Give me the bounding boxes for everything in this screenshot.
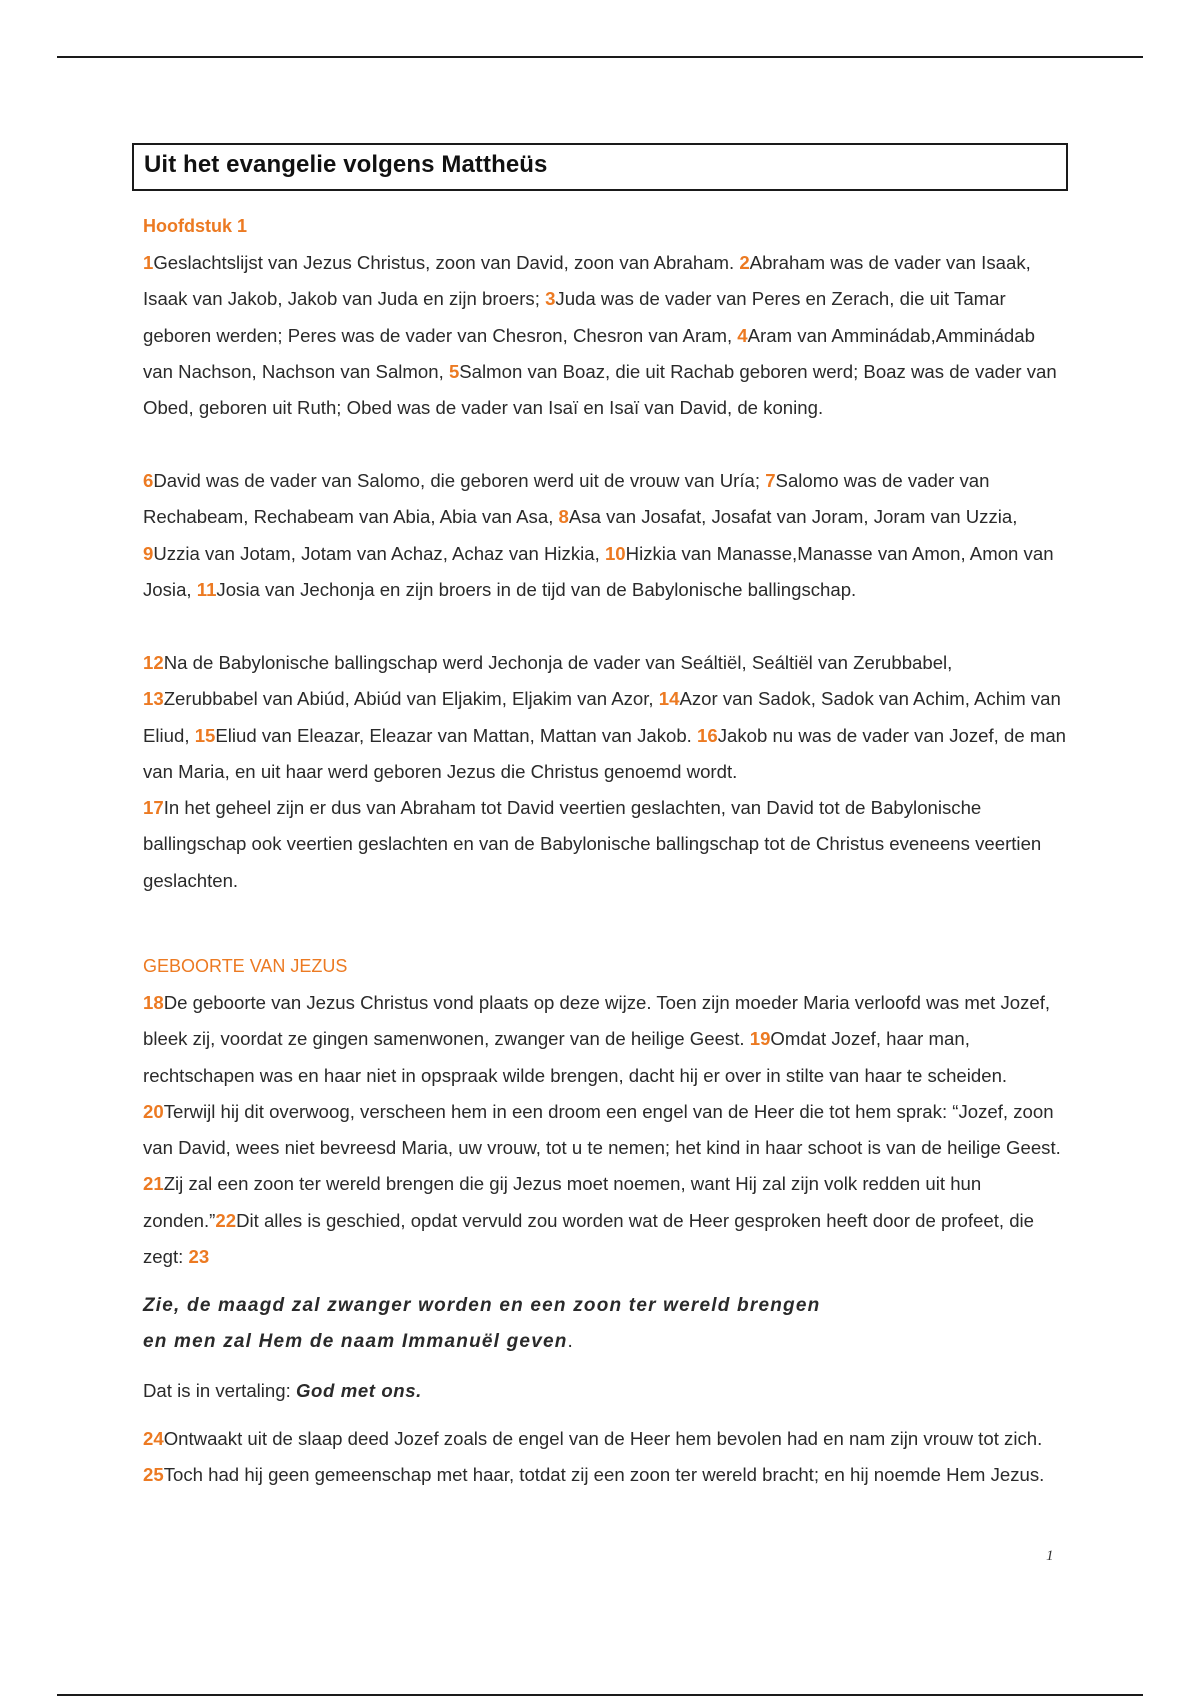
verse-number: 16 <box>697 724 718 746</box>
page-title: Uit het evangelie volgens Mattheüs <box>144 151 548 178</box>
verse-number: 12 <box>143 652 164 673</box>
verse-number: 24 <box>143 1428 164 1449</box>
verse-text: Eliud van Eleazar, Eleazar van Mattan, Mattan van Jakob. <box>215 724 698 746</box>
page-number: 1 <box>1046 1548 1054 1564</box>
verse-number: 11 <box>196 578 217 600</box>
verse-number: 4 <box>737 324 748 346</box>
verse-text: Dit alles is geschied, opdat vervuld zou worden wat de Heer gesproken heeft door de profeet, die zegt: <box>143 1209 1035 1268</box>
verse-number: 8 <box>558 506 569 528</box>
quote-line-2: en men zal Hem de naam Immanuël geven <box>143 1331 568 1352</box>
verse-text: Na de Babylonische ballingschap werd Jechonja de vader van Seáltiël, Seáltiël van Zerubbabel, <box>163 652 953 673</box>
translation-line <box>143 1380 422 1402</box>
section-heading: GEBOORTE VAN JEZUS <box>143 956 348 976</box>
verse-text: Aram van Amminádab,Amminádab van Nachson, Nachson van Salmon, <box>143 324 1035 382</box>
verse-text: In het geheel zijn er dus van Abraham tot David veertien geslachten, van David tot de Babylonische ballingschap ook veertien geslachten en van de Babylonische ballingschap tot de Christus eveneens veertien geslachten. <box>143 797 1042 891</box>
verse-text: Uzzia van Jotam, Jotam van Achaz, Achaz van Hizkia, <box>153 542 605 564</box>
verse-text: Abraham was de vader van Isaak, Isaak van Jakob, Jakob van Juda en zijn broers; <box>143 252 1031 310</box>
verse-number: 1 <box>143 252 154 273</box>
verse-text: Hizkia van Manasse,Manasse van Amon, Amon van Josia, <box>143 542 1054 600</box>
paragraph-genealogy-1 <box>143 245 1068 426</box>
paragraph-genealogy-3 <box>143 645 1068 790</box>
verse-text: Azor van Sadok, Sadok van Achim, Achim van Eliud, <box>143 688 1061 746</box>
verse-number: 20 <box>143 1100 164 1122</box>
verse-text: Ontwaakt uit de slaap deed Jozef zoals de engel van de Heer hem bevolen had en nam zijn vrouw tot zich. <box>163 1428 1043 1449</box>
footer-rule <box>57 1694 1143 1696</box>
verse-text: Asa van Josafat, Josafat van Joram, Joram van Uzzia, <box>568 506 1018 528</box>
verse-text: Zerubbabel van Abiúd, Abiúd van Eljakim, Eljakim van Azor, <box>163 688 659 710</box>
verse-number: 7 <box>765 470 776 491</box>
paragraph-awakening <box>143 1421 1068 1494</box>
verse-text: Juda was de vader van Peres en Zerach, die uit Tamar geboren werden; Peres was de vader van Chesron, Chesron van Aram, <box>143 288 1006 346</box>
verse-number: 9 <box>143 542 154 564</box>
title-box <box>132 143 1068 191</box>
verse-text: Salomo was de vader van Rechabeam, Rechabeam van Abia, Abia van Asa, <box>143 470 990 528</box>
verse-number: 14 <box>658 688 680 710</box>
verse-number: 17 <box>143 797 164 818</box>
verse-text: Omdat Jozef, haar man, rechtschapen was en haar niet in opspraak wilde brengen, dacht hij er over in stilte van haar te scheiden. <box>143 1028 1008 1086</box>
verse-number: 6 <box>143 470 154 491</box>
verse-text: Salmon van Boaz, die uit Rachab geboren werd; Boaz was de vader van Obed, geboren uit Ruth; Obed was de vader van Isaï en Isaï van David, de koning. <box>143 360 1057 419</box>
verse-number: 19 <box>749 1028 771 1050</box>
header-rule <box>57 56 1143 58</box>
verse-text: Terwijl hij dit overwoog, verscheen hem in een droom een engel van de Heer die tot hem sprak: “Jozef, zoon van David, wees niet bevreesd Maria, uw vrouw, tot u te nemen; het kind in haar schoot is van de heilige Geest. <box>143 1100 1061 1159</box>
verse-text: De geboorte van Jezus Christus vond plaats op deze wijze. Toen zijn moeder Maria verloofd was met Jozef, bleek zij, voordat ze gingen samenwonen, zwanger van de heilige Geest. <box>143 992 1051 1050</box>
verse-number: 13 <box>143 688 164 710</box>
translation-prefix: Dat is in vertaling: <box>143 1380 296 1401</box>
verse-text: David was de vader van Salomo, die geboren werd uit de vrouw van Uría; <box>153 470 766 491</box>
verse-number: 3 <box>545 288 556 310</box>
prophecy-quote <box>143 1288 1068 1360</box>
verse-text: Toch had hij geen gemeenschap met haar, totdat zij een zoon ter wereld bracht; en hij noemde Hem Jezus. <box>163 1464 1045 1486</box>
verse-text: Jakob nu was de vader van Jozef, de man van Maria, en uit haar werd geboren Jezus die Christus genoemd wordt. <box>143 724 1067 782</box>
translation-emphasis: God met ons. <box>295 1380 422 1401</box>
verse-text: Zij zal een zoon ter wereld brengen die gij Jezus moet noemen, want Hij zal zijn volk redden uit hun zonden.” <box>143 1173 982 1231</box>
verse-number: 10 <box>604 542 626 564</box>
paragraph-genealogy-4 <box>143 790 1068 899</box>
verse-number: 5 <box>448 360 460 382</box>
paragraph-genealogy-2 <box>143 463 1068 608</box>
verse-number: 22 <box>215 1209 237 1231</box>
verse-number: 21 <box>143 1173 164 1195</box>
quote-line-1: Zie, de maagd zal zwanger worden en een zoon ter wereld brengen <box>143 1295 821 1316</box>
paragraph-birth <box>143 985 1068 1275</box>
verse-number: 23 <box>188 1246 210 1268</box>
verse-number: 18 <box>143 992 164 1013</box>
verse-number: 2 <box>739 252 750 273</box>
quote-end: . <box>567 1331 575 1352</box>
verse-text: Geslachtslijst van Jezus Christus, zoon van David, zoon van Abraham. <box>153 252 740 273</box>
chapter-heading: Hoofdstuk 1 <box>143 216 248 236</box>
verse-number: 25 <box>143 1464 164 1486</box>
verse-text: Josia van Jechonja en zijn broers in de tijd van de Babylonische ballingschap. <box>216 578 857 600</box>
verse-number: 15 <box>194 724 216 746</box>
